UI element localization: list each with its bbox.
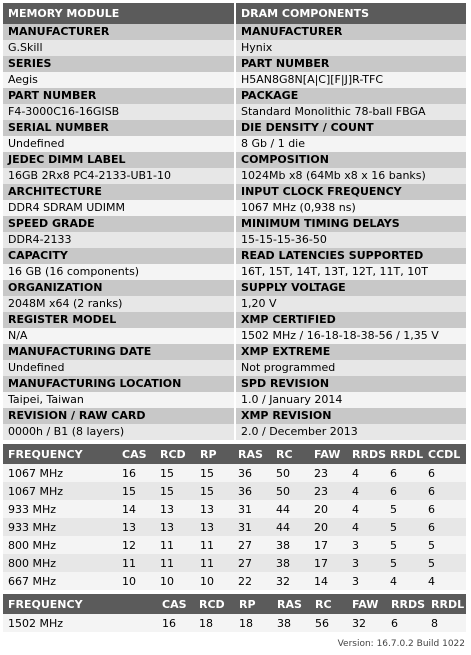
jedec-cell: 667 MHz [3,572,117,590]
dram-field [236,184,466,216]
dram-field [236,120,466,152]
module-field-label: MANUFACTURING LOCATION [3,376,234,392]
xmp-row [3,614,466,632]
jedec-cell: 800 MHz [3,536,117,554]
jedec-cell: 13 [155,500,195,518]
module-field-label: REGISTER MODEL [3,312,234,328]
jedec-cell: 44 [271,500,309,518]
jedec-cell: 10 [117,572,155,590]
jedec-row [3,464,466,482]
jedec-cell: 11 [155,554,195,572]
jedec-cell: 15 [155,464,195,482]
jedec-row [3,536,466,554]
jedec-cell: 13 [117,518,155,536]
module-field [3,120,234,152]
jedec-cell: 800 MHz [3,554,117,572]
jedec-cell: 1067 MHz [3,482,117,500]
jedec-cell: 4 [347,518,385,536]
module-field-value: G.Skill [8,41,43,54]
xmp-column-header: RC [310,594,347,614]
module-field-label: ARCHITECTURE [3,184,234,200]
dram-field [236,56,466,88]
jedec-cell: 17 [309,536,347,554]
dram-field-label: XMP REVISION [236,408,466,424]
jedec-cell: 4 [347,500,385,518]
module-field-label: MANUFACTURING DATE [3,344,234,360]
module-field-value: N/A [8,329,28,342]
jedec-cell: 5 [385,554,423,572]
module-field [3,280,234,312]
module-field-label: SERIAL NUMBER [3,120,234,136]
dram-field-value: 2.0 / December 2013 [241,425,358,438]
section-headers [3,3,466,24]
jedec-cell: 31 [233,518,271,536]
module-field [3,216,234,248]
xmp-column-header: RRDS [386,594,426,614]
jedec-cell: 6 [423,482,466,500]
module-field-value: 0000h / B1 (8 layers) [8,425,125,438]
module-field-value: Taipei, Taiwan [8,393,84,406]
jedec-cell: 6 [423,518,466,536]
memory-module-header: MEMORY MODULE [3,3,234,24]
jedec-cell: 4 [423,572,466,590]
module-field-value: Aegis [8,73,38,86]
jedec-cell: 5 [385,500,423,518]
jedec-cell: 11 [117,554,155,572]
dram-field-value: 8 Gb / 1 die [241,137,306,150]
module-field-value: 16 GB (16 components) [8,265,140,278]
jedec-cell: 27 [233,536,271,554]
module-field-label: PART NUMBER [3,88,234,104]
jedec-cell: 14 [309,572,347,590]
dram-field [236,88,466,120]
jedec-cell: 15 [195,482,233,500]
jedec-column-header: CCDL [423,444,466,464]
module-field [3,88,234,120]
module-field-value: 16GB 2Rx8 PC4-2133-UB1-10 [8,169,172,182]
module-field [3,184,234,216]
jedec-cell: 36 [233,464,271,482]
dram-field [236,280,466,312]
xmp-cell: 32 [347,614,386,632]
spd-report [3,3,466,632]
dram-field-value: H5AN8G8N[A|C][F|J]R-TFC [241,73,384,86]
jedec-cell: 3 [347,554,385,572]
module-field [3,24,234,56]
jedec-cell: 13 [155,518,195,536]
module-field [3,56,234,88]
module-field-value: F4-3000C16-16GISB [8,105,120,118]
jedec-cell: 11 [195,536,233,554]
jedec-row [3,518,466,536]
module-field [3,376,234,408]
dram-field-label: INPUT CLOCK FREQUENCY [236,184,466,200]
module-field-label: MANUFACTURER [3,24,234,40]
module-field [3,312,234,344]
jedec-cell: 38 [271,536,309,554]
jedec-cell: 10 [155,572,195,590]
xmp-cell: 18 [234,614,272,632]
jedec-cell: 22 [233,572,271,590]
dram-field-label: PART NUMBER [236,56,466,72]
dram-field-value: 16T, 15T, 14T, 13T, 12T, 11T, 10T [241,265,428,278]
jedec-column-header: RRDL [385,444,423,464]
jedec-column-header: FREQUENCY [3,444,117,464]
jedec-cell: 4 [385,572,423,590]
jedec-column-header: RCD [155,444,195,464]
jedec-cell: 32 [271,572,309,590]
module-field-label: REVISION / RAW CARD [3,408,234,424]
dram-field [236,376,466,408]
module-field-value: 2048M x64 (2 ranks) [8,297,123,310]
dram-field-value: 1,20 V [241,297,277,310]
dram-field-label: MANUFACTURER [236,24,466,40]
jedec-cell: 6 [423,464,466,482]
dram-field-value: 1502 MHz / 16-18-18-38-56 / 1,35 V [241,329,439,342]
module-field [3,248,234,280]
jedec-cell: 5 [385,518,423,536]
jedec-cell: 13 [195,518,233,536]
jedec-cell: 10 [195,572,233,590]
xmp-cell: 38 [272,614,310,632]
jedec-cell: 6 [423,500,466,518]
jedec-column-header: RRDS [347,444,385,464]
xmp-cell: 18 [194,614,234,632]
module-field-value: DDR4 SDRAM UDIMM [8,201,125,214]
dram-field [236,312,466,344]
module-field-label: SPEED GRADE [3,216,234,232]
jedec-cell: 50 [271,482,309,500]
jedec-cell: 933 MHz [3,500,117,518]
xmp-column-header: RRDL [426,594,466,614]
jedec-cell: 23 [309,464,347,482]
xmp-column-header: FREQUENCY [3,594,157,614]
jedec-row [3,500,466,518]
jedec-cell: 38 [271,554,309,572]
xmp-cell: 1502 MHz [3,614,157,632]
jedec-cell: 5 [423,554,466,572]
module-field-value: Undefined [8,361,65,374]
version-label: Version: 16.7.0.2 Build 1022 [337,639,465,649]
jedec-cell: 44 [271,518,309,536]
jedec-cell: 50 [271,464,309,482]
dram-field-label: PACKAGE [236,88,466,104]
jedec-column-header: RAS [233,444,271,464]
module-field-label: SERIES [3,56,234,72]
dram-field [236,152,466,184]
jedec-cell: 36 [233,482,271,500]
xmp-column-header: RP [234,594,272,614]
jedec-column-header: FAW [309,444,347,464]
dram-field-value: Not programmed [241,361,336,374]
jedec-cell: 1067 MHz [3,464,117,482]
dram-field-value: Standard Monolithic 78-ball FBGA [241,105,426,118]
dram-field-value: 1.0 / January 2014 [241,393,343,406]
module-field-label: ORGANIZATION [3,280,234,296]
jedec-cell: 5 [423,536,466,554]
dram-field-label: COMPOSITION [236,152,466,168]
module-field [3,152,234,184]
dram-field-label: MINIMUM TIMING DELAYS [236,216,466,232]
module-field-value: DDR4-2133 [8,233,72,246]
jedec-row [3,482,466,500]
module-field-label: JEDEC DIMM LABEL [3,152,234,168]
jedec-cell: 3 [347,536,385,554]
xmp-column-header: RAS [272,594,310,614]
dram-components-column [236,24,466,440]
jedec-cell: 14 [117,500,155,518]
jedec-cell: 15 [195,464,233,482]
dram-field-value: 1067 MHz (0,938 ns) [241,201,356,214]
jedec-cell: 20 [309,518,347,536]
jedec-cell: 12 [117,536,155,554]
dram-field-label: SPD REVISION [236,376,466,392]
jedec-column-header: RC [271,444,309,464]
jedec-column-header: RP [195,444,233,464]
dram-field [236,248,466,280]
jedec-cell: 17 [309,554,347,572]
module-field-value: Undefined [8,137,65,150]
xmp-cell: 16 [157,614,194,632]
dram-field [236,24,466,56]
memory-module-column [3,24,234,440]
jedec-timing-table [3,444,466,590]
jedec-cell: 933 MHz [3,518,117,536]
dram-field-label: SUPPLY VOLTAGE [236,280,466,296]
jedec-row [3,554,466,572]
xmp-column-header: CAS [157,594,194,614]
dram-field-value: Hynix [241,41,273,54]
spec-grid [3,24,466,440]
dram-components-header: DRAM COMPONENTS [236,3,466,24]
module-field-label: CAPACITY [3,248,234,264]
xmp-cell: 56 [310,614,347,632]
xmp-cell: 6 [386,614,426,632]
dram-field-label: XMP CERTIFIED [236,312,466,328]
jedec-row [3,572,466,590]
jedec-column-header: CAS [117,444,155,464]
jedec-cell: 11 [155,536,195,554]
jedec-cell: 13 [195,500,233,518]
jedec-cell: 4 [347,464,385,482]
jedec-cell: 15 [117,482,155,500]
dram-field-value: 15-15-15-36-50 [241,233,327,246]
jedec-cell: 23 [309,482,347,500]
jedec-cell: 5 [385,536,423,554]
jedec-cell: 4 [347,482,385,500]
dram-field-label: READ LATENCIES SUPPORTED [236,248,466,264]
dram-field-value: 1024Mb x8 (64Mb x8 x 16 banks) [241,169,426,182]
jedec-cell: 20 [309,500,347,518]
jedec-cell: 27 [233,554,271,572]
jedec-cell: 11 [195,554,233,572]
dram-field [236,408,466,440]
xmp-column-header: FAW [347,594,386,614]
jedec-cell: 16 [117,464,155,482]
dram-field-label: DIE DENSITY / COUNT [236,120,466,136]
xmp-column-header: RCD [194,594,234,614]
dram-field-label: XMP EXTREME [236,344,466,360]
jedec-cell: 6 [385,464,423,482]
jedec-cell: 31 [233,500,271,518]
module-field [3,408,234,440]
jedec-cell: 3 [347,572,385,590]
module-field [3,344,234,376]
xmp-cell: 8 [426,614,466,632]
xmp-timing-table [3,594,466,632]
dram-field [236,344,466,376]
dram-field [236,216,466,248]
jedec-cell: 6 [385,482,423,500]
jedec-cell: 15 [155,482,195,500]
